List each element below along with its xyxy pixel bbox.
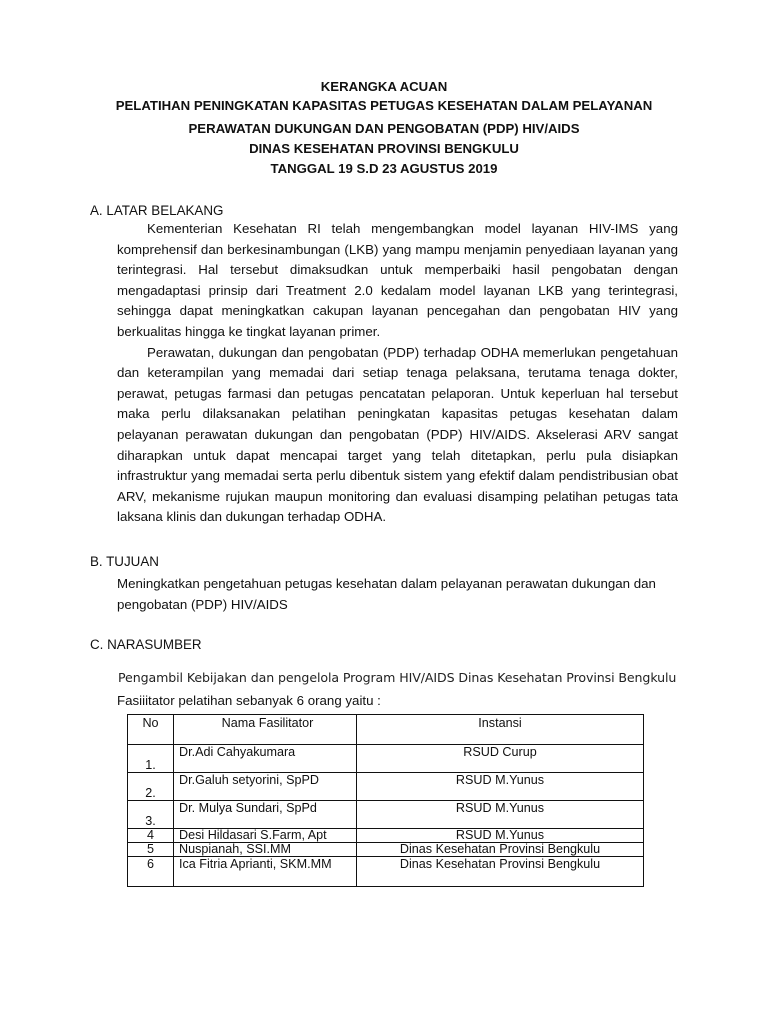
row-instansi: RSUD M.Yunus [357, 829, 644, 843]
table-row [128, 857, 644, 887]
row-name: Desi Hildasari S.Farm, Apt [174, 829, 357, 843]
row-no: 5 [128, 843, 174, 857]
table-row [128, 773, 644, 801]
table-row [128, 843, 644, 857]
section-c-heading: C. NARASUMBER [90, 637, 202, 652]
table-header-name: Nama Fasilitator [174, 715, 357, 745]
doc-title-line-1: KERANGKA ACUAN [320, 79, 448, 94]
fasilitator-line: Fasiiitator pelatihan sebanyak 6 orang yaitu : [117, 693, 381, 708]
row-instansi: Dinas Kesehatan Provinsi Bengkulu [357, 843, 644, 857]
row-no: 2. [128, 773, 174, 801]
row-name: Dr.Galuh setyorini, SpPD [174, 773, 357, 801]
row-no: 6 [128, 857, 174, 887]
section-a-body [117, 219, 678, 528]
fasilitator-table [127, 714, 644, 887]
row-name: Dr.Adi Cahyakumara [174, 745, 357, 773]
row-name: Ica Fitria Aprianti, SKM.MM [174, 857, 357, 887]
handwritten-note: Pengambil Kebijakan dan pengelola Program HIV/AIDS Dinas Kesehatan Provinsi Bengkulu [118, 670, 677, 685]
row-instansi: RSUD M.Yunus [357, 773, 644, 801]
row-no: 3. [128, 801, 174, 829]
row-no: 4 [128, 829, 174, 843]
table-header-no: No [128, 715, 174, 745]
doc-title-line-3: PERAWATAN DUKUNGAN DAN PENGOBATAN (PDP) HIV/AIDS [188, 121, 580, 136]
row-no: 1. [128, 745, 174, 773]
section-a-heading: A. LATAR BELAKANG [90, 203, 224, 218]
row-instansi: Dinas Kesehatan Provinsi Bengkulu [357, 857, 644, 887]
doc-title-line-4: DINAS KESEHATAN PROVINSI BENGKULU [249, 141, 519, 156]
table-header-instansi: Instansi [357, 715, 644, 745]
row-name: Dr. Mulya Sundari, SpPd [174, 801, 357, 829]
section-b-heading: B. TUJUAN [90, 554, 159, 569]
section-b-text: Meningkatkan pengetahuan petugas kesehatan dalam pelayanan perawatan dukungan dan pengobatan (PDP) HIV/AIDS [117, 576, 656, 612]
table-row [128, 745, 644, 773]
row-instansi: RSUD Curup [357, 745, 644, 773]
table-header-row [128, 715, 644, 745]
row-name: Nuspianah, SSI.MM [174, 843, 357, 857]
table-row [128, 829, 644, 843]
doc-title-line-5: TANGGAL 19 S.D 23 AGUSTUS 2019 [270, 161, 498, 176]
table-row [128, 801, 644, 829]
section-a-paragraph-1: Kementerian Kesehatan RI telah mengembangkan model layanan HIV-IMS yang komprehensif dan berkesinambungan (LKB) yang mampu menjamin penyediaan layanan yang terintegrasi. Hal tersebut dimaksudkan untuk memperbaiki hasil pengobatan dengan mengadaptasi prinsip dari Treatment 2.0 kedalam model layanan LKB yang terintegrasi, sehingga dapat meningkatkan cakupan layanan pencegahan dan pengobatan HIV yang berkualitas hingga ke tingkat layanan primer. [117, 221, 678, 339]
section-a-paragraph-2: Perawatan, dukungan dan pengobatan (PDP) terhadap ODHA memerlukan pengetahuan dan keterampilan yang memadai dari setiap tenaga pelaksana, terutama tenaga dokter, perawat, petugas farmasi dan petugas pencatatan pelaporan. Untuk keperluan hal tersebut maka perlu dilaksanakan pelatihan peningkatan kapasitas petugas kesehatan dalam pelayanan perawatan dukungan dan pengobatan (PDP) HIV/AIDS. Akselerasi ARV sangat diharapkan untuk dapat mencapai target yang telah ditetapkan, perlu pula disiapkan infrastruktur yang memadai serta perlu dibentuk sistem yang efektif dalam pendistribusian obat ARV, mekanisme rujukan maupun monitoring dan evaluasi disamping pelatihan petugas tata laksana klinis dan dukungan terhadap ODHA. [117, 344, 678, 525]
row-instansi: RSUD M.Yunus [357, 801, 644, 829]
doc-title-line-2: PELATIHAN PENINGKATAN KAPASITAS PETUGAS KESEHATAN DALAM PELAYANAN [115, 98, 653, 113]
